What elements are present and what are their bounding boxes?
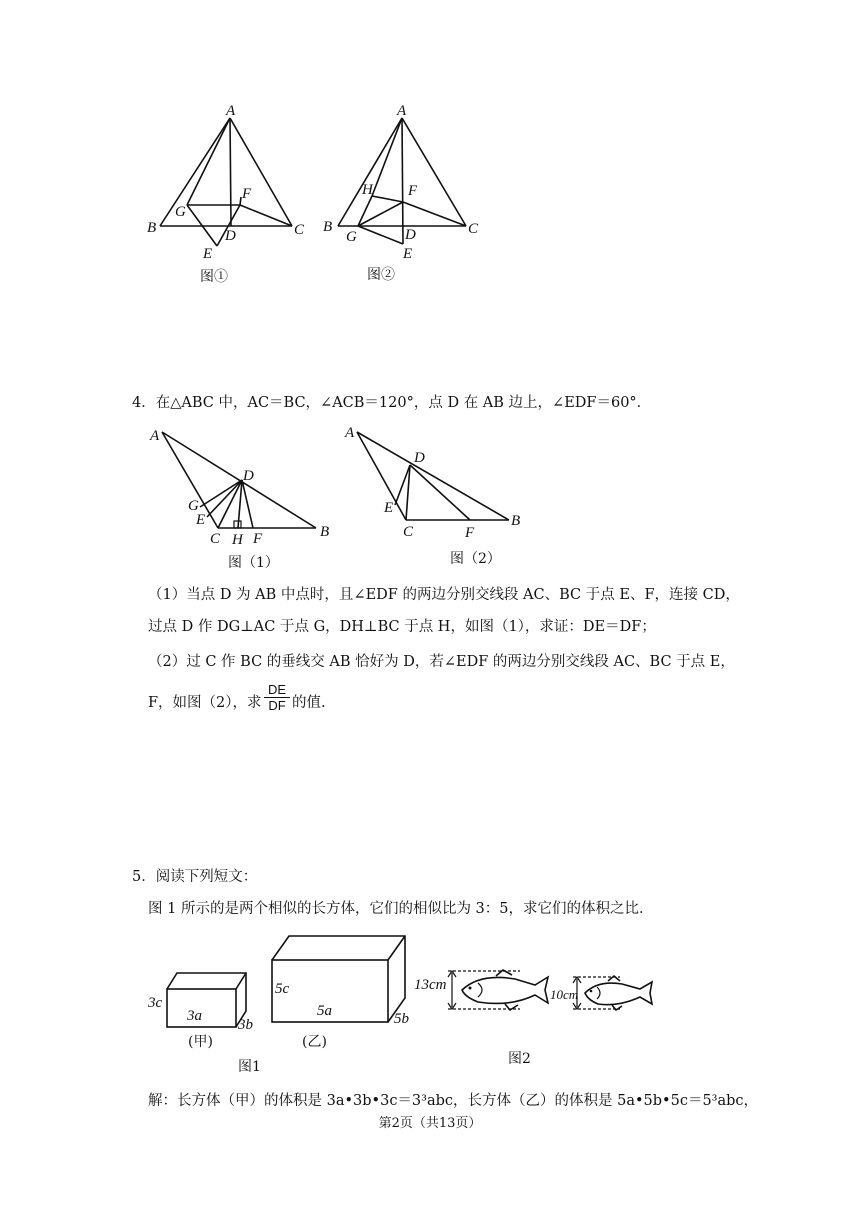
q5-solution: 解：长方体（甲）的体积是 3a•3b•3c＝3³abc，长方体（乙）的体积是 5a•5b•5c＝5³abc， — [148, 1093, 759, 1109]
svg-text:图（1）: 图（1） — [228, 555, 279, 571]
svg-text:(乙): (乙) — [302, 1034, 327, 1050]
svg-text:C: C — [294, 222, 305, 238]
svg-text:E: E — [403, 246, 413, 262]
svg-text:3a: 3a — [187, 1008, 202, 1024]
svg-text:10cm: 10cm — [550, 987, 579, 1002]
q4-part2-line2-post: 的值. — [292, 695, 326, 711]
svg-text:A: A — [150, 428, 160, 444]
fish-1 — [414, 970, 548, 1010]
svg-text:C: C — [210, 531, 221, 547]
figure-1-top — [0, 0, 860, 300]
figure-q4 — [0, 420, 860, 570]
q4-part1-line1: （1）当点 D 为 AB 中点时，且∠EDF 的两边分别交线段 AC、BC 于点 E、F，连接 CD， — [148, 587, 740, 603]
svg-text:B: B — [511, 513, 521, 529]
fraction-numerator: DE — [267, 682, 287, 697]
svg-text:H: H — [232, 532, 243, 548]
svg-text:F: F — [253, 531, 263, 547]
q4-part2-line2-pre: F，如图（2），求 — [148, 695, 262, 711]
svg-text:B: B — [147, 220, 157, 236]
q4-part2-line1: （2）过 C 作 BC 的垂线交 AB 恰好为 D，若∠EDF 的两边分别交线段 AC、BC 于点 E， — [148, 654, 735, 670]
fraction-de-df — [264, 682, 290, 713]
svg-text:E: E — [384, 500, 394, 516]
svg-text:D: D — [405, 227, 416, 243]
page-footer: 第2页（共13页） — [378, 1116, 482, 1131]
svg-text:F: F — [242, 186, 252, 202]
box-jia — [147, 973, 254, 1050]
q4-stem: 4．在△ABC 中，AC＝BC，∠ACB＝120°，点 D 在 AB 边上，∠EDF＝60°． — [132, 395, 652, 411]
svg-text:(甲): (甲) — [188, 1034, 213, 1050]
svg-text:D: D — [225, 228, 236, 244]
svg-text:5b: 5b — [394, 1011, 409, 1027]
fig2-caption: 图2 — [508, 1051, 531, 1067]
triangle-figure-1 — [147, 103, 305, 285]
svg-text:G: G — [175, 204, 186, 220]
fraction-denominator: DF — [264, 697, 290, 713]
q5-stem: 5．阅读下列短文： — [132, 869, 258, 885]
q5-line1: 图 1 所示的是两个相似的长方体，它们的相似比为 3：5，求它们的体积之比． — [148, 901, 654, 917]
q4-figure-1 — [149, 428, 329, 571]
triangle-figure-2 — [323, 103, 479, 283]
svg-text:B: B — [323, 219, 333, 235]
svg-text:图①: 图① — [200, 269, 228, 285]
svg-text:H: H — [362, 182, 373, 198]
figure-q5 — [0, 925, 860, 1085]
svg-text:3c: 3c — [148, 995, 163, 1011]
svg-text:D: D — [414, 450, 425, 466]
svg-text:5c: 5c — [275, 981, 290, 997]
svg-text:C: C — [468, 221, 479, 237]
svg-text:13cm: 13cm — [414, 977, 447, 993]
q4-part1-line2: 过点 D 作 DG⊥AC 于点 G，DH⊥BC 于点 H，如图（1），求证：DE＝DF； — [148, 619, 656, 635]
q4-figure-2 — [344, 425, 520, 567]
svg-text:G: G — [188, 498, 199, 514]
svg-text:5a: 5a — [317, 1003, 332, 1019]
svg-text:B: B — [320, 524, 330, 540]
fig1-caption: 图1 — [238, 1059, 261, 1075]
svg-text:图（2）: 图（2） — [450, 551, 501, 567]
svg-text:A: A — [397, 103, 407, 119]
svg-text:A: A — [226, 103, 236, 119]
svg-text:3b: 3b — [238, 1017, 253, 1033]
svg-text:图②: 图② — [367, 267, 395, 283]
svg-text:A: A — [345, 425, 355, 441]
svg-text:C: C — [403, 524, 414, 540]
svg-text:F: F — [465, 525, 475, 541]
fish-2 — [550, 976, 652, 1010]
svg-text:E: E — [203, 246, 213, 262]
svg-text:E: E — [196, 512, 206, 528]
svg-text:F: F — [408, 183, 418, 199]
svg-text:D: D — [243, 468, 254, 484]
svg-text:G: G — [346, 229, 357, 245]
box-yi — [272, 936, 410, 1050]
